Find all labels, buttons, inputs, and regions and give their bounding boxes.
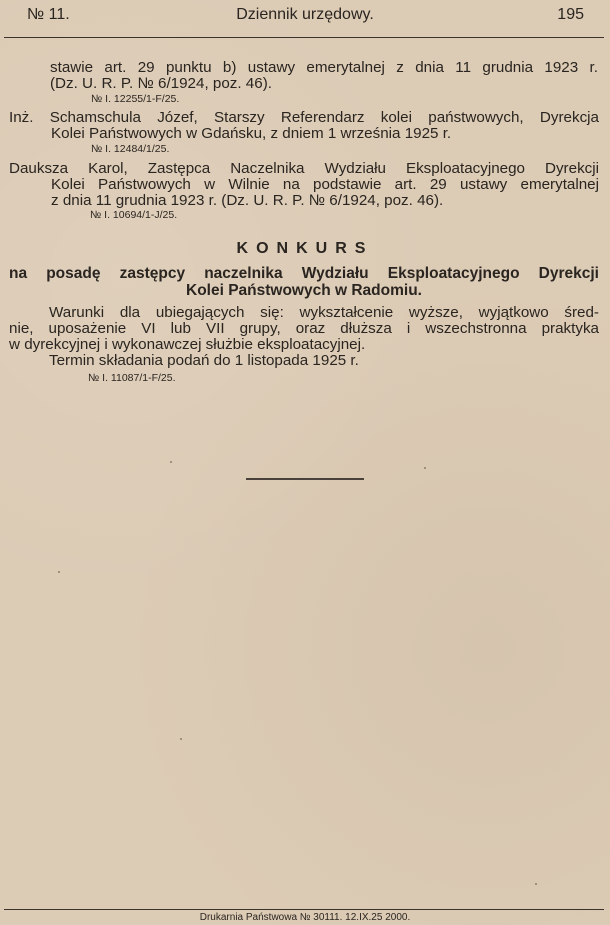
konkurs-subtitle: [9, 265, 599, 299]
paragraph-line: Termin składania podań do 1 listopada 1925 r.: [49, 352, 359, 369]
paper-speck: [535, 883, 537, 885]
entry-line: stawie art. 29 punktu b) ustawy emerytalnej z dnia 11 grudnia 1923 r.: [50, 59, 598, 76]
paper-speck: [170, 461, 172, 463]
footer-rule: [4, 909, 604, 910]
entry-3: [9, 161, 599, 209]
paragraph-line: Warunki dla ubiegających się: wykształcenie wyższe, wyjątkowo śred-: [49, 304, 599, 321]
entry-line: Kolei Państwowych w Gdańsku, z dniem 1 września 1925 r.: [51, 125, 452, 142]
paper-speck: [424, 467, 426, 469]
subtitle-line: na posadę zastępcy naczelnika Wydziału Eksploatacyjnego Dyrekcji: [9, 265, 599, 282]
entry-line: z dnia 11 grudnia 1923 r. (Dz. U. R. P. № 6/1924, poz. 46).: [51, 192, 444, 209]
konkurs-paragraph: [9, 305, 599, 369]
issue-number: № 11.: [27, 6, 70, 23]
journal-title: Dziennik urzędowy.: [236, 6, 374, 23]
paragraph-line: w dyrekcyjnej i wykonawczej służbie eksploatacyjnej.: [9, 336, 366, 353]
konkurs-heading: KONKURS: [236, 240, 374, 257]
entry-reference: № I. 12255/1-F/25.: [91, 93, 180, 105]
paper-speck: [58, 571, 60, 573]
paragraph-line: nie, uposażenie VI lub VII grupy, oraz dłuższa i wszechstronna praktyka: [9, 320, 599, 337]
konkurs-reference: № I. 11087/1-F/25.: [88, 372, 176, 384]
paper-speck: [180, 738, 182, 740]
entry-line: Dauksza Karol, Zastępca Naczelnika Wydziału Eksploatacyjnego Dyrekcji: [9, 160, 599, 177]
entry-line: Inż. Schamschula Józef, Starszy Referendarz kolei państwowych, Dyrekcja: [9, 109, 599, 126]
entry-2: [9, 110, 599, 142]
entry-line: (Dz. U. R. P. № 6/1924, poz. 46).: [50, 75, 272, 92]
subtitle-line: Kolei Państwowych w Radomiu.: [186, 282, 422, 299]
entry-reference: № I. 10694/1-J/25.: [90, 209, 178, 221]
entry-reference: № I. 12484/1/25.: [91, 143, 170, 155]
header-rule: [4, 37, 604, 38]
page-number: 195: [557, 6, 584, 23]
page-header: [0, 0, 610, 40]
printer-imprint: Drukarnia Państwowa № 30111. 12.IX.25 2000.: [199, 912, 411, 923]
entry-1: [50, 60, 598, 92]
entry-line: Kolei Państwowych w Wilnie na podstawie art. 29 ustawy emerytalnej: [51, 176, 599, 193]
section-divider: [246, 478, 364, 480]
